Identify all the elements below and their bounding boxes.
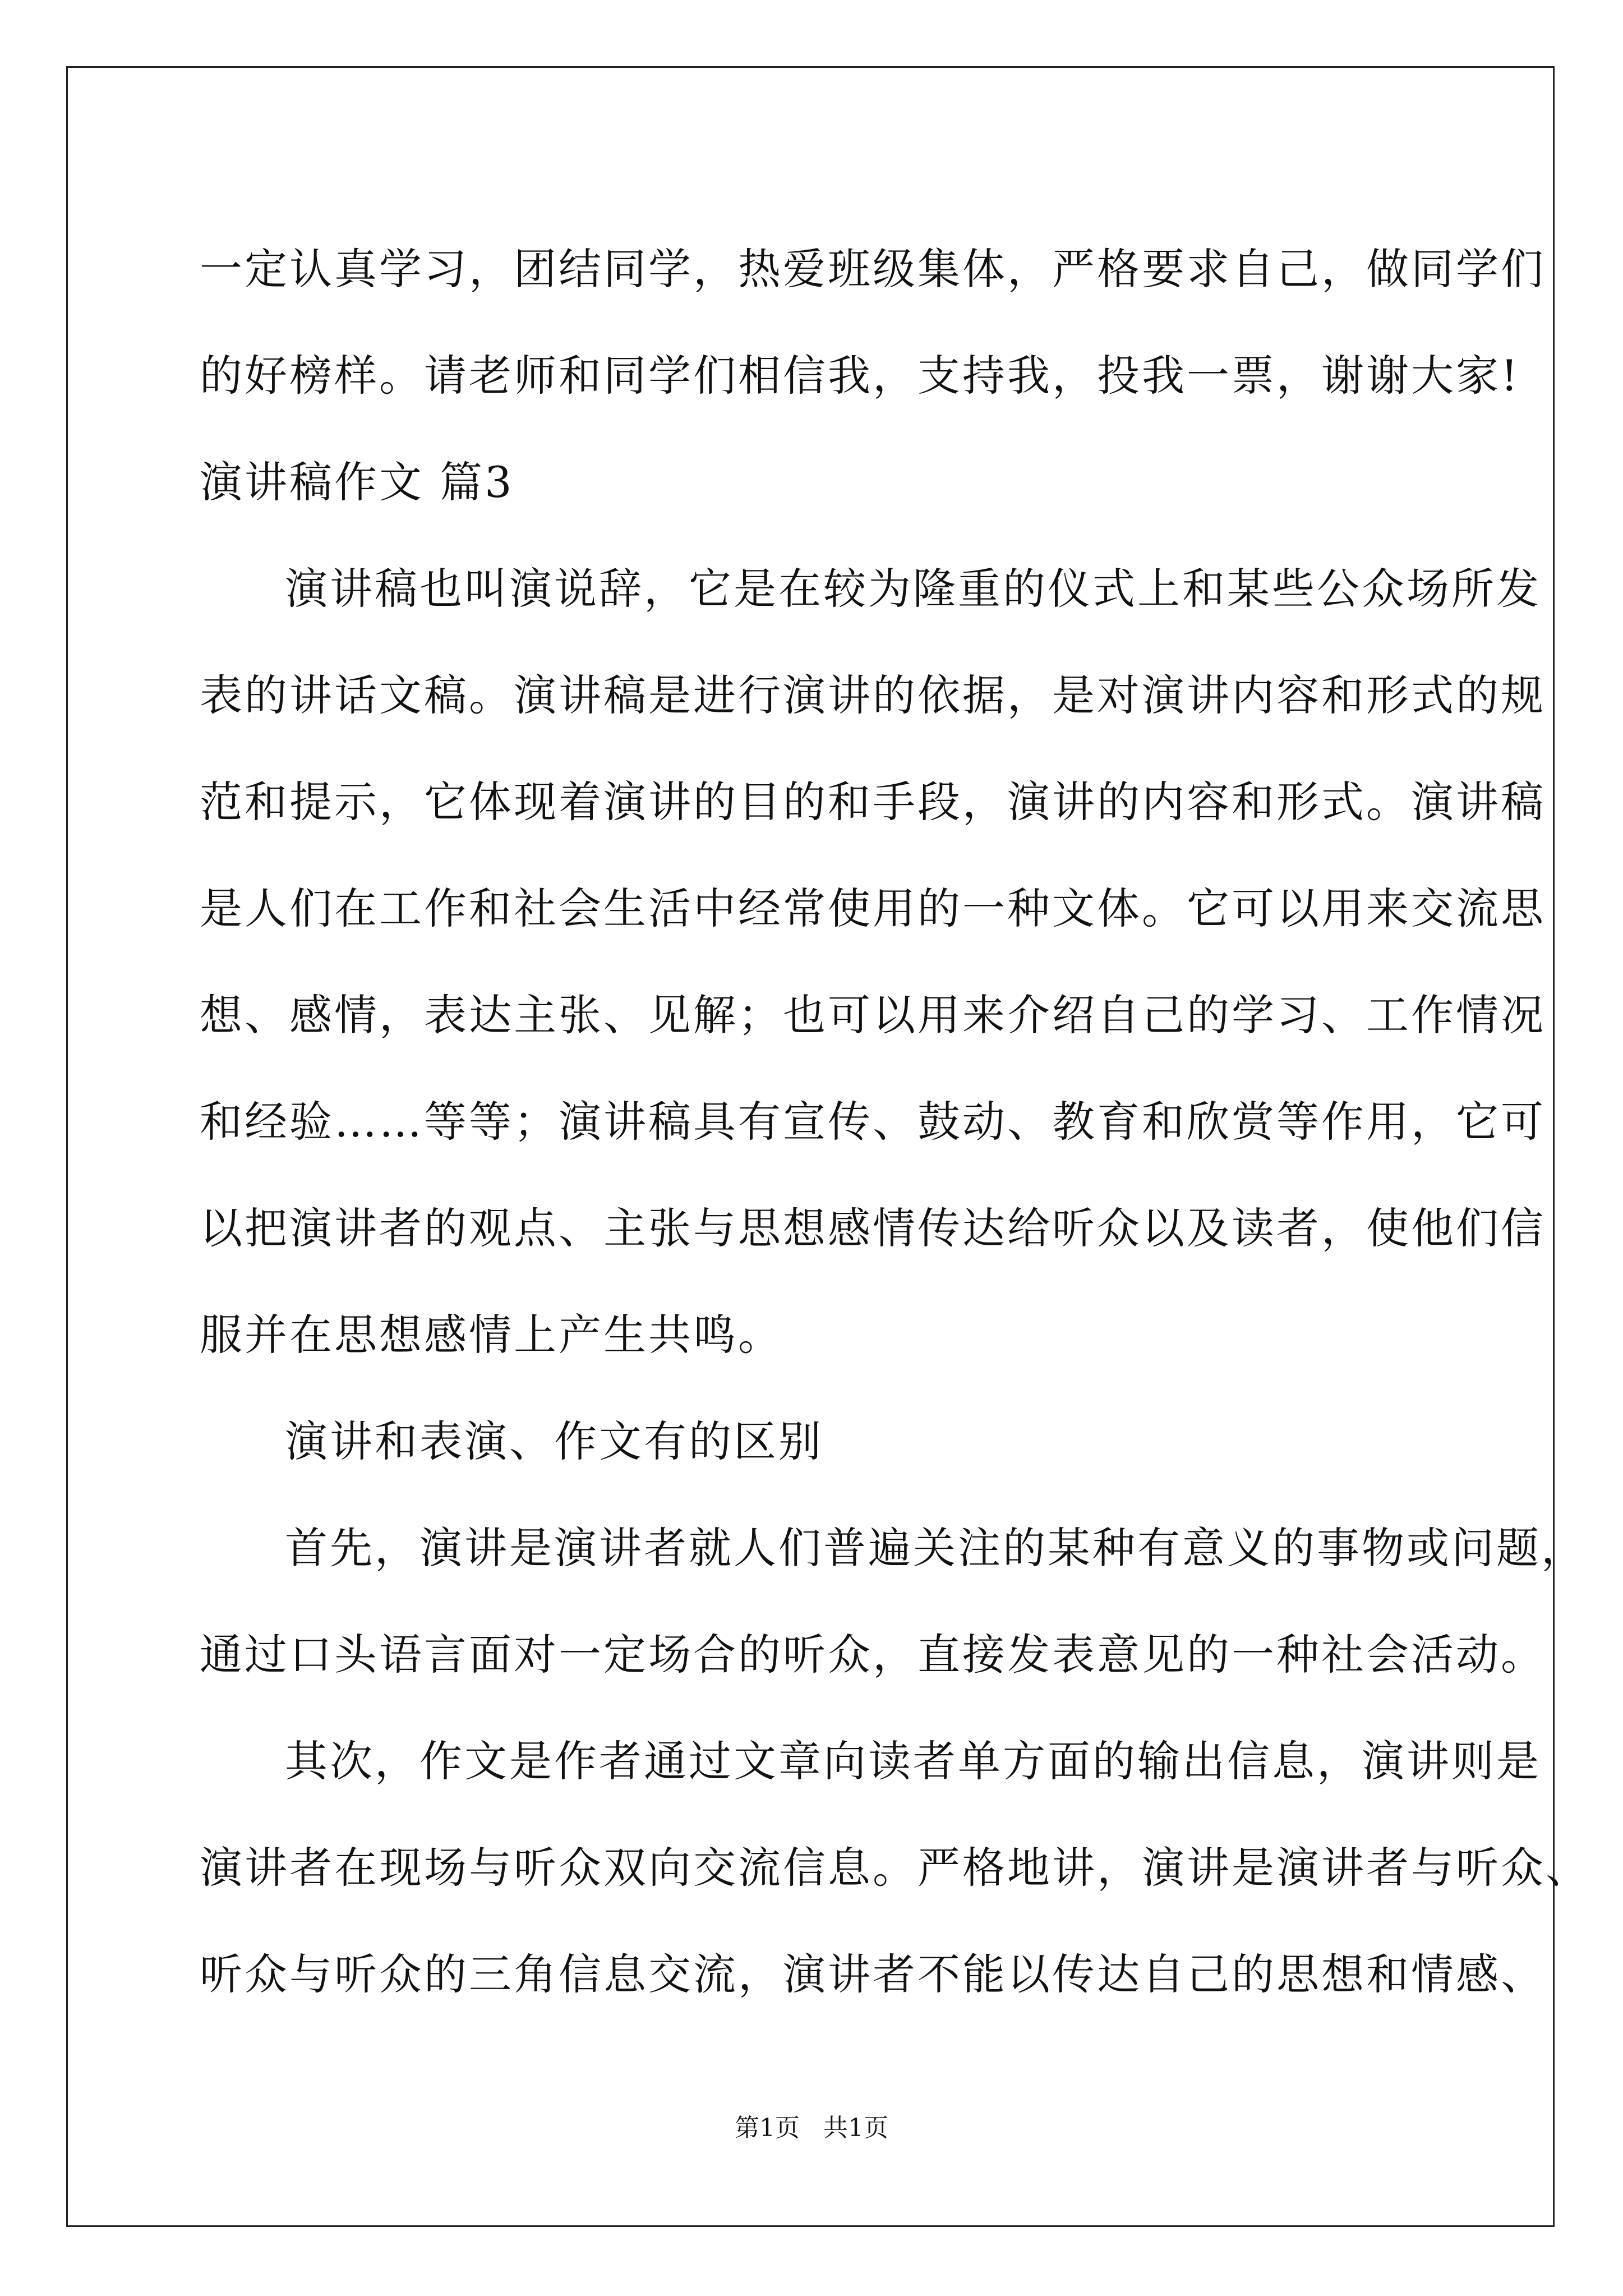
text-line: 演讲稿也叫演说辞，它是在较为隆重的仪式上和某些公众场所发 [285,564,1541,614]
page-footer: 第1页 共1页 [735,2114,888,2142]
text-line: 和经验……等等；演讲稿具有宣传、鼓动、教育和欣赏等作用，它可 [200,1097,1546,1147]
text-line: 演讲者在现场与听众双向交流信息。严格地讲，演讲是演讲者与听众、 [200,1843,1590,1893]
text-line: 通过口头语言面对一定场合的听众，直接发表意见的一种社会活动。 [200,1630,1546,1680]
text-line: 以把演讲者的观点、主张与思想感情传达给听众以及读者，使他们信 [200,1203,1546,1253]
subheading-line: 演讲和表演、作文有的区别 [285,1416,823,1466]
text-line: 首先，演讲是演讲者就人们普遍关注的某种有意义的事物或问题， [285,1523,1586,1573]
section-heading: 演讲稿作文 篇3 [200,457,514,507]
text-line: 想、感情，表达主张、见解；也可以用来介绍自己的学习、工作情况 [200,990,1546,1040]
text-line: 是人们在工作和社会生活中经常使用的一种文体。它可以用来交流思 [200,884,1546,933]
text-line: 的好榜样。请老师和同学们相信我，支持我，投我一票，谢谢大家! [200,351,1520,401]
text-line: 一定认真学习，团结同学，热爱班级集体，严格要求自己，做同学们 [200,244,1546,294]
text-line: 服并在思想感情上产生共鸣。 [200,1310,783,1360]
text-line: 表的讲话文稿。演讲稿是进行演讲的依据，是对演讲内容和形式的规 [200,670,1546,720]
text-line: 听众与听众的三角信息交流，演讲者不能以传达自己的思想和情感、 [200,1949,1546,1999]
text-line: 其次，作文是作者通过文章向读者单方面的输出信息，演讲则是 [285,1736,1541,1786]
document-body [200,216,1590,2028]
text-line: 范和提示，它体现着演讲的目的和手段，演讲的内容和形式。演讲稿 [200,777,1546,827]
